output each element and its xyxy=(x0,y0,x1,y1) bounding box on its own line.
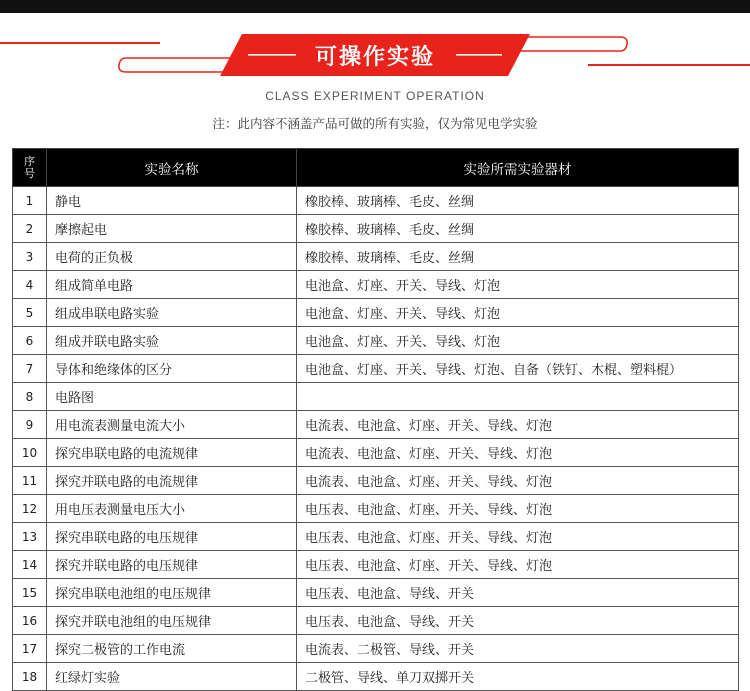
top-dark-bar xyxy=(0,0,750,13)
experiment-name: 红绿灯实验 xyxy=(47,663,297,691)
row-number: 11 xyxy=(13,467,47,495)
row-number: 6 xyxy=(13,327,47,355)
equipment-list xyxy=(297,383,739,411)
column-header-name: 实验名称 xyxy=(47,149,297,187)
experiment-name: 组成简单电路 xyxy=(47,271,297,299)
experiment-name: 电路图 xyxy=(47,383,297,411)
experiment-name: 探究二极管的工作电流 xyxy=(47,635,297,663)
experiment-name: 探究串联电路的电流规律 xyxy=(47,439,297,467)
row-number: 4 xyxy=(13,271,47,299)
equipment-list: 电池盒、灯座、开关、导线、灯泡 xyxy=(297,299,739,327)
equipment-list: 橡胶棒、玻璃棒、毛皮、丝绸 xyxy=(297,187,739,215)
row-number: 1 xyxy=(13,187,47,215)
table-row xyxy=(13,215,739,243)
experiment-name: 导体和绝缘体的区分 xyxy=(47,355,297,383)
table-row xyxy=(13,495,739,523)
row-number: 14 xyxy=(13,551,47,579)
equipment-list: 电压表、电池盒、灯座、开关、导线、灯泡 xyxy=(297,523,739,551)
equipment-list: 电压表、电池盒、导线、开关 xyxy=(297,607,739,635)
equipment-list: 电流表、电池盒、灯座、开关、导线、灯泡 xyxy=(297,439,739,467)
column-header-equipment: 实验所需实验器材 xyxy=(297,149,739,187)
table-row xyxy=(13,635,739,663)
experiment-name: 探究并联电路的电压规律 xyxy=(47,551,297,579)
table-row xyxy=(13,523,739,551)
table-row xyxy=(13,607,739,635)
row-number: 13 xyxy=(13,523,47,551)
experiment-name: 探究并联电路的电流规律 xyxy=(47,467,297,495)
row-number: 17 xyxy=(13,635,47,663)
row-number: 9 xyxy=(13,411,47,439)
table-row xyxy=(13,243,739,271)
equipment-list: 橡胶棒、玻璃棒、毛皮、丝绸 xyxy=(297,243,739,271)
equipment-list: 电池盒、灯座、开关、导线、灯泡、自备（铁钉、木棍、塑料棍） xyxy=(297,355,739,383)
row-number: 18 xyxy=(13,663,47,691)
table-row xyxy=(13,327,739,355)
experiment-name: 摩擦起电 xyxy=(47,215,297,243)
equipment-list: 电压表、电池盒、导线、开关 xyxy=(297,579,739,607)
equipment-list: 电池盒、灯座、开关、导线、灯泡 xyxy=(297,327,739,355)
page-title: 可操作实验 xyxy=(314,45,435,70)
note-text: 注：此内容不涵盖产品可做的所有实验，仅为常见电学实验 xyxy=(212,116,538,131)
row-number: 2 xyxy=(13,215,47,243)
row-number: 16 xyxy=(13,607,47,635)
table-row xyxy=(13,579,739,607)
experiment-name: 组成串联电路实验 xyxy=(47,299,297,327)
experiment-name: 用电压表测量电压大小 xyxy=(47,495,297,523)
row-number: 5 xyxy=(13,299,47,327)
table-row xyxy=(13,383,739,411)
experiment-name: 用电流表测量电流大小 xyxy=(47,411,297,439)
table-header-row xyxy=(13,149,739,187)
equipment-list: 电压表、电池盒、灯座、开关、导线、灯泡 xyxy=(297,495,739,523)
equipment-list: 电流表、电池盒、灯座、开关、导线、灯泡 xyxy=(297,467,739,495)
experiment-name: 电荷的正负极 xyxy=(47,243,297,271)
table-row xyxy=(13,355,739,383)
equipment-list: 电压表、电池盒、灯座、开关、导线、灯泡 xyxy=(297,551,739,579)
title-banner xyxy=(0,26,750,86)
equipment-list: 橡胶棒、玻璃棒、毛皮、丝绸 xyxy=(297,215,739,243)
table-row xyxy=(13,663,739,691)
row-number: 10 xyxy=(13,439,47,467)
table-row xyxy=(13,271,739,299)
equipment-list: 电流表、二极管、导线、开关 xyxy=(297,635,739,663)
row-number: 12 xyxy=(13,495,47,523)
experiment-table xyxy=(12,148,739,691)
english-subtitle: CLASS EXPERIMENT OPERATION xyxy=(265,89,485,103)
row-number: 8 xyxy=(13,383,47,411)
table-row xyxy=(13,467,739,495)
experiment-name: 探究串联电路的电压规律 xyxy=(47,523,297,551)
table-row xyxy=(13,299,739,327)
column-header-number: 序 号 xyxy=(13,149,47,187)
equipment-list: 电流表、电池盒、灯座、开关、导线、灯泡 xyxy=(297,411,739,439)
equipment-list: 电池盒、灯座、开关、导线、灯泡 xyxy=(297,271,739,299)
table-row xyxy=(13,187,739,215)
experiment-name: 静电 xyxy=(47,187,297,215)
table-row xyxy=(13,551,739,579)
experiment-name: 探究串联电池组的电压规律 xyxy=(47,579,297,607)
row-number: 15 xyxy=(13,579,47,607)
experiment-name: 组成并联电路实验 xyxy=(47,327,297,355)
table-row xyxy=(13,411,739,439)
experiment-name: 探究并联电池组的电压规律 xyxy=(47,607,297,635)
table-row xyxy=(13,439,739,467)
row-number: 3 xyxy=(13,243,47,271)
equipment-list: 二极管、导线、单刀双掷开关 xyxy=(297,663,739,691)
row-number: 7 xyxy=(13,355,47,383)
